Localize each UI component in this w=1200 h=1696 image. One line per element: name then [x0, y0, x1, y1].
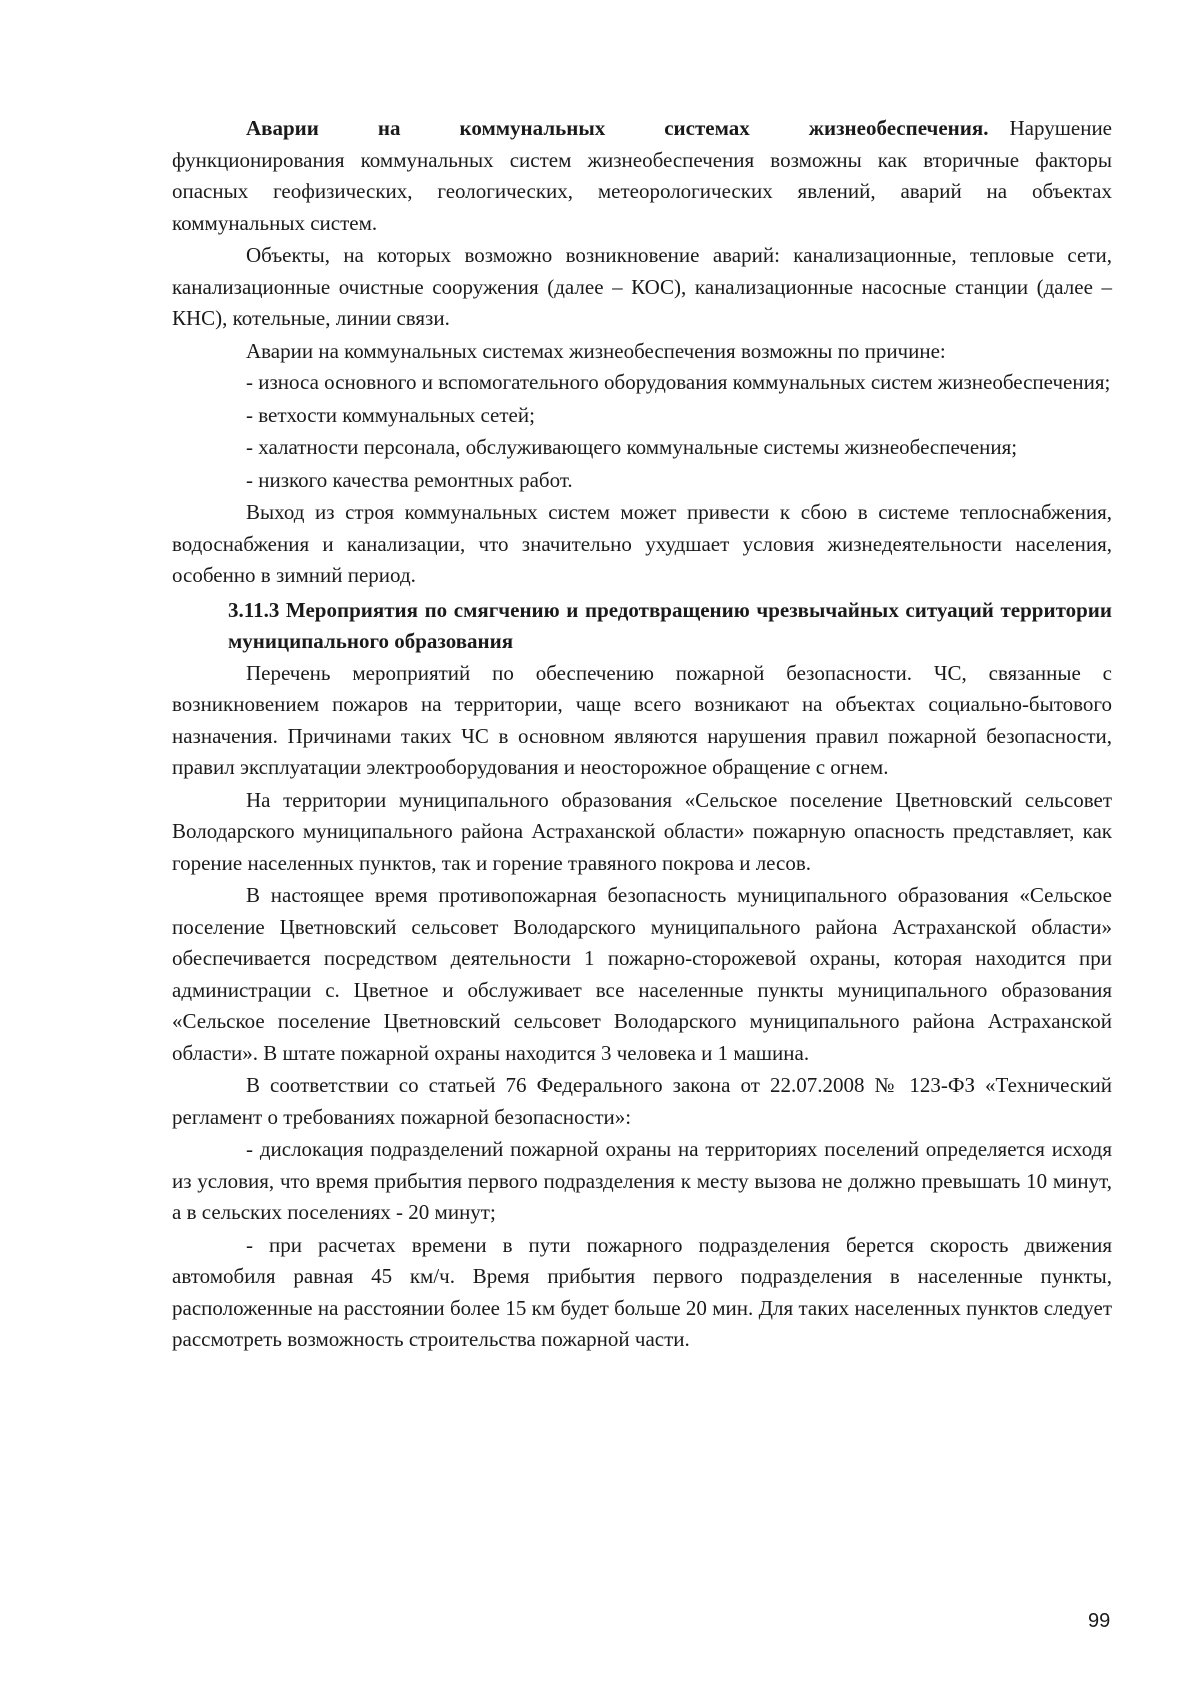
page-number: 99 — [1088, 1610, 1111, 1632]
list-item-cause: - низкого качества ремонтных работ. — [246, 467, 573, 492]
list-item-cause: - халатности персонала, обслуживающего коммунальные системы жизнеобеспечения; — [246, 435, 1018, 459]
paragraph-fire-danger: На территории муниципального образования «Сельское поселение Цветновский сельсовет Володарского муниципального района Астраханской области» пожарную опасность представляет, как горение населенных пунктов, так и горение травяного покрова и лесов. — [172, 787, 1112, 875]
paragraph-fire-protection: В настоящее время противопожарная безопасность муниципального образования «Сельское поселение Цветновский сельсовет Володарского муниципального района Астраханской области» обеспечивается посредством деятельности 1 пожарно-сторожевой охраны, которая находится при администрации с. Цветное и обслуживает все населенные пункты муниципального образования «Сельское поселение Цветновский сельсовет Володарского муниципального района Астраханской области». В штате пожарной охраны находится 3 человека и 1 машина. — [172, 883, 1112, 1065]
section-heading: 3.11.3 Мероприятия по смягчению и предотвращению чрезвычайных ситуаций территории муниципального образования — [228, 597, 1112, 653]
paragraph-fire-safety-measures: Перечень мероприятий по обеспечению пожарной безопасности. ЧС, связанные с возникновением пожаров на территории, чаще всего возникают на объектах социально-бытового назначения. Причинами таких ЧС в основном являются нарушения правил пожарной безопасности, правил эксплуатации электрооборудования и неосторожное обращение с огнем. — [172, 660, 1112, 779]
paragraph-text: Нарушение функционирования коммунальных систем жизнеобеспечения возможны как вторичные факторы опасных геофизических, геологических, метеорологических явлений, аварий на объектах коммунальных систем. — [172, 116, 1113, 235]
list-item-cause: - ветхости коммунальных сетей; — [246, 402, 535, 427]
paragraph-consequence: Выход из строя коммунальных систем может привести к сбою в системе теплоснабжения, водоснабжения и канализации, что значительно ухудшает условия жизнедеятельности населения, особенно в зимний период. — [172, 500, 1112, 587]
page-content — [172, 113, 1112, 1356]
paragraph-utility-accidents — [172, 113, 1112, 239]
list-item-cause: - износа основного и вспомогательного оборудования коммунальных систем жизнеобеспечения; — [246, 370, 1111, 394]
paragraph-accident-objects: Объекты, на которых возможно возникновение аварий: канализационные, тепловые сети, канализационные очистные сооружения (далее – КОС), канализационные насосные станции (далее – КНС), котельные, линии связи. — [172, 243, 1112, 330]
paragraph-federal-law: В соответствии со статьей 76 Федерального закона от 22.07.2008 № 123-ФЗ «Технический регламент о требованиях пожарной безопасности»: — [172, 1073, 1112, 1129]
list-item-requirement: - при расчетах времени в пути пожарного подразделения берется скорость движения автомобиля равная 45 км/ч. Время прибытия первого подразделения в населенные пункты, расположенные на расстоянии более 15 км будет больше 20 мин. Для таких населенных пунктов следует рассмотреть возможность строительства пожарной части. — [172, 1232, 1112, 1351]
paragraph-lead-bold: Аварии на коммунальных системах жизнеобеспечения. — [246, 116, 989, 140]
list-item-requirement: - дислокация подразделений пожарной охраны на территориях поселений определяется исходя из условия, что время прибытия первого подразделения к месту вызова не должно превышать 10 минут, а в сельских поселениях - 20 минут; — [172, 1137, 1112, 1224]
paragraph-accident-causes-intro: Аварии на коммунальных системах жизнеобеспечения возможны по причине: — [246, 338, 946, 363]
